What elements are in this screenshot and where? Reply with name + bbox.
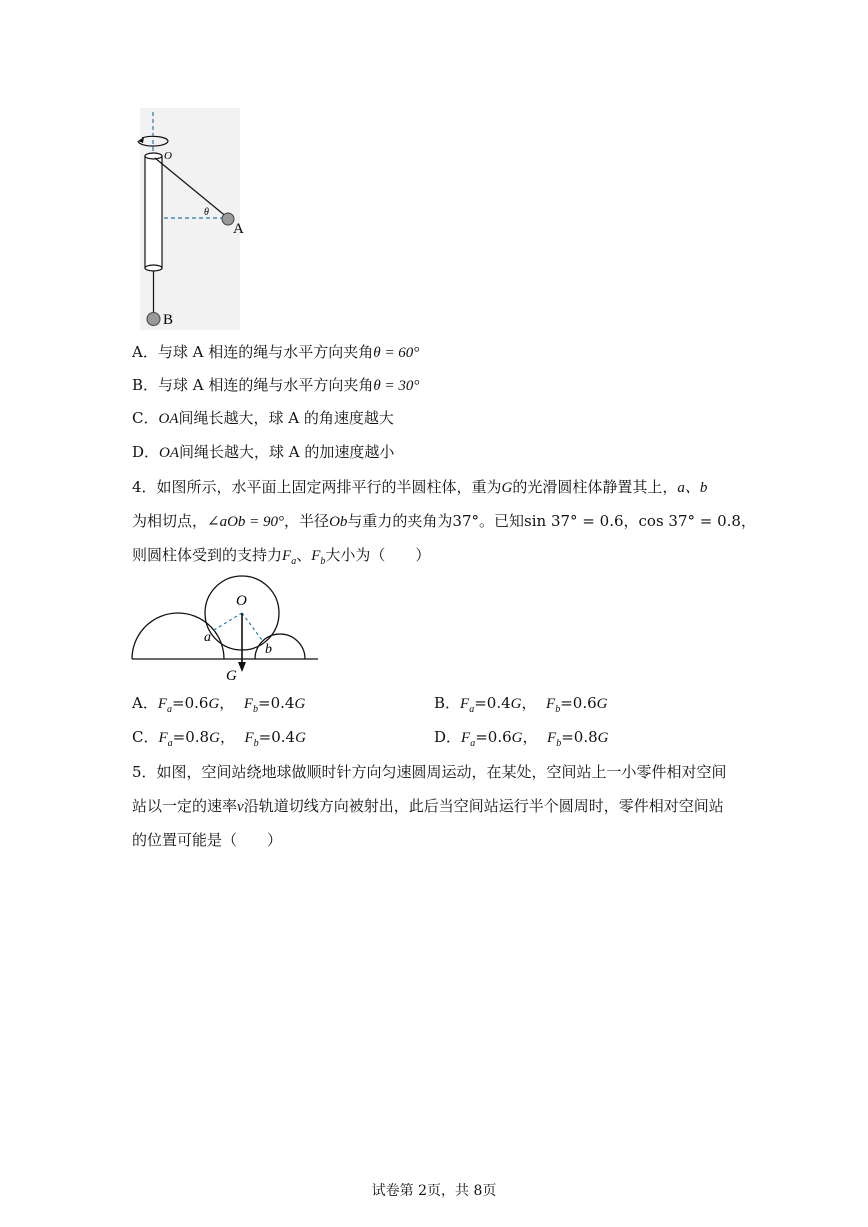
q4-sin: sin 37° = 0.6 <box>524 512 624 530</box>
q3-option-a-text: A．与球 A 相连的绳与水平方向夹角 <box>132 343 374 361</box>
q4-stem-line1 <box>132 477 707 498</box>
q4-text: 4．如图所示，水平面上固定两排平行的半圆柱体，重为 <box>132 478 502 496</box>
q4-deg: 37° <box>452 512 480 530</box>
q4-text: 则圆柱体受到的支持力 <box>132 546 283 564</box>
q4-option-b: B．$F_a=0.4G$， $F_b=0.6G$ <box>434 694 608 715</box>
q4-cos: cos 37° = 0.8 <box>638 512 741 530</box>
q4-text: 的光滑圆柱体静置其上， <box>512 478 678 496</box>
q3-option-b <box>132 375 419 396</box>
q4-text: ， <box>740 512 756 530</box>
q4-stem-line2 <box>132 511 756 532</box>
q3-option-c-var: OA <box>158 411 179 427</box>
label-a: A <box>233 221 244 237</box>
q3-option-d-var: OA <box>159 445 180 461</box>
q4-angle: ∠aOb = 90° <box>207 514 285 530</box>
ball-b <box>147 313 160 326</box>
label-b: b <box>265 642 272 657</box>
q4-var-ab: a、b <box>677 480 708 496</box>
label-o: O <box>164 150 172 162</box>
q4-stem-line3 <box>132 545 430 572</box>
q4-option-d: D．$F_a=0.6G$， $F_b=0.8G$ <box>434 728 609 749</box>
q3-option-d <box>132 442 394 463</box>
q4-text: ， <box>623 512 639 530</box>
q3-option-d-text: 间绳长越大，球 A 的加速度越小 <box>179 443 395 461</box>
q5-var-v: v <box>237 799 244 815</box>
q5-stem-line3: 的位置可能是（ ） <box>132 831 283 849</box>
q4-text: 大小为（ ） <box>325 546 431 564</box>
q4-option-a: A．$F_a=0.6G$， $F_b=0.4G$ <box>132 694 306 715</box>
q5-stem-line2: 站以一定的速率v沿轨道切线方向被射出，此后当空间站运行半个圆周时，零件相对空间站 <box>132 797 724 815</box>
q4-text: 与重力的夹角为 <box>347 512 453 530</box>
figure-rotating-pole <box>128 108 268 330</box>
q3-option-b-value: θ = 30° <box>373 378 420 394</box>
figure-cylinders <box>128 572 323 684</box>
q4-text: 为相切点， <box>132 512 208 530</box>
q3-option-c <box>132 408 394 429</box>
q4-text: 、 <box>296 546 312 564</box>
label-b: B <box>163 312 174 328</box>
q4-var-fa: $F_a$ <box>282 548 297 567</box>
q5-stem-line1: 5．如图，空间站绕地球做顺时针方向匀速圆周运动，在某处，空间站上一小零件相对空间 <box>132 763 727 781</box>
q4-var-fb: $F_b$ <box>311 548 326 567</box>
page-footer: 试卷第 2页，共 8页 <box>371 1183 497 1199</box>
q3-option-b-text: B．与球 A 相连的绳与水平方向夹角 <box>132 376 374 394</box>
label-a: a <box>204 630 211 645</box>
q3-option-c-letter: C． <box>132 409 159 427</box>
q3-option-a-value: θ = 60° <box>373 345 420 361</box>
q3-option-d-letter: D． <box>132 443 160 461</box>
q4-var-ob: Ob <box>329 514 348 530</box>
q3-option-a <box>132 342 419 363</box>
q4-var-g: G <box>501 480 513 496</box>
q4-option-c: C．$F_a=0.8G$， $F_b=0.4G$ <box>132 728 306 749</box>
q4-text: ，半径 <box>284 512 330 530</box>
label-theta: θ <box>204 207 209 218</box>
q3-option-c-text: 间绳长越大，球 A 的角速度越大 <box>178 409 394 427</box>
label-o: O <box>236 593 247 609</box>
q4-text: 。已知 <box>479 512 525 530</box>
label-g: G <box>226 668 237 684</box>
